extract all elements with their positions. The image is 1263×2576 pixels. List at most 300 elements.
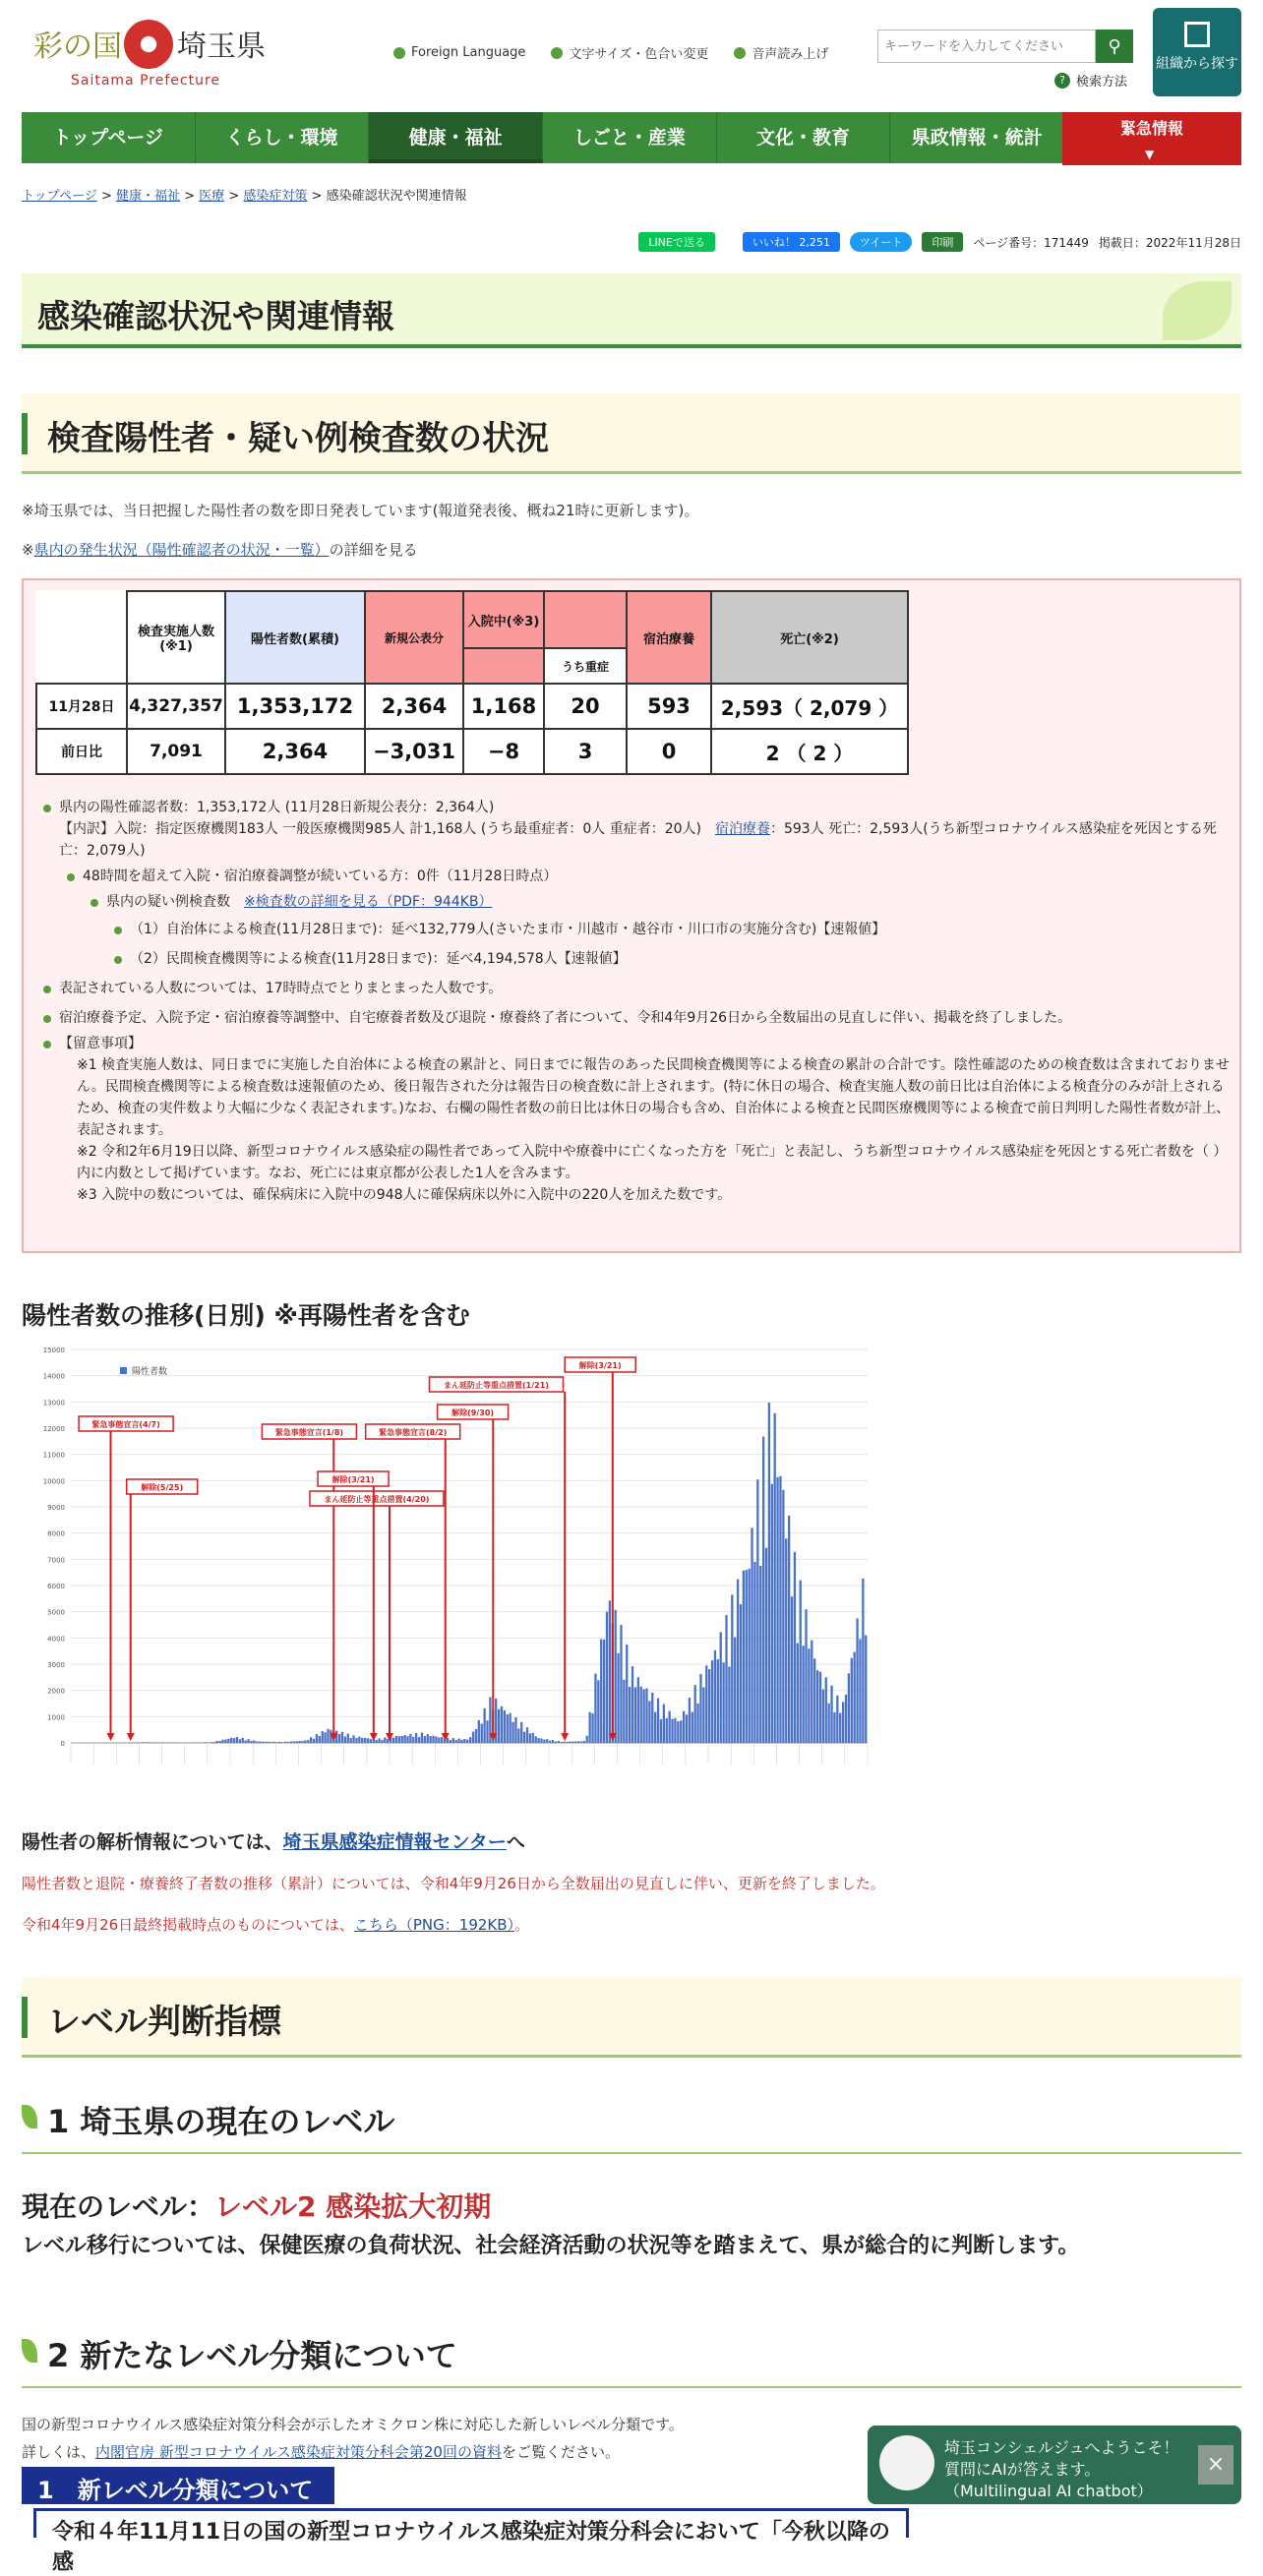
bar (629, 1687, 631, 1743)
annotation-label: 解除(3/21) (332, 1474, 375, 1484)
bar (571, 1742, 573, 1743)
info-breakdown: 【内訳】入院：指定医療機関183人 一般医療機関985人 計1,168人 (うち最重症者：0人 重症者：20人) 宿泊療養：593人 死亡：2,593人(うち新型コロナウイルス感染症を死因とする死亡：2,079人) (41, 818, 1232, 862)
bar (384, 1737, 386, 1743)
bar (327, 1729, 329, 1743)
bar (768, 1403, 770, 1743)
th-new: 新規公表分 (365, 591, 463, 684)
bar (842, 1702, 844, 1743)
bar (751, 1528, 752, 1743)
annotation-label: 緊急事態宣言(4/7) (91, 1419, 159, 1429)
bar (663, 1705, 665, 1743)
bar (699, 1674, 701, 1743)
bar (540, 1739, 542, 1743)
section-heading-tests: 検査陽性者・疑い例検査数の状況 (22, 393, 1241, 474)
detail-link[interactable]: 県内の発生状況（陽性確認者の状況・一覧） (34, 541, 330, 559)
bar (813, 1658, 815, 1743)
bar (543, 1740, 545, 1743)
bar (244, 1740, 246, 1743)
bar (722, 1662, 724, 1743)
nav-culture[interactable]: 文化・教育 (717, 112, 891, 163)
cell-tests-diff: 7,091 (127, 729, 225, 774)
bar (510, 1713, 511, 1743)
bar (765, 1548, 767, 1743)
bar (731, 1594, 733, 1743)
bar (666, 1718, 668, 1743)
cell-positives: 1,353,172 (225, 684, 365, 729)
logo-en: Saitama Prefecture (71, 73, 220, 89)
bar (486, 1720, 488, 1743)
bar (313, 1739, 315, 1743)
bar (717, 1659, 719, 1743)
annotation-label: まん延防止等重点措置(4/20) (325, 1494, 430, 1504)
nav-work[interactable]: しごと・産業 (543, 112, 717, 163)
bar (409, 1734, 411, 1743)
bar (520, 1722, 522, 1743)
cell-hospital-diff: −8 (463, 729, 544, 774)
bar (504, 1710, 506, 1743)
test-detail-link[interactable]: ※検査数の詳細を見る（PDF：944KB） (244, 894, 493, 910)
info-private-tests: （2）民間検査機関等による検査(11月28日まで)：延べ4,194,578人【速報値】 (112, 948, 1232, 970)
hotel-link[interactable]: 宿泊療養 (715, 821, 770, 837)
bar (805, 1609, 807, 1743)
published-date: 掲載日：2022年11月28日 (1099, 234, 1241, 251)
new-level-desc: 国の新型コロナウイルス感染症対策分科会が示したオミクロン株に対応した新しいレベル分類です。 (22, 2414, 684, 2434)
bar (839, 1713, 841, 1743)
bar (322, 1731, 324, 1743)
ai-chatbot-widget[interactable]: 埼玉コンシェルジュへようこそ！ 質問にAIが答えます。 （Multilingual AI chatbot） × (868, 2426, 1241, 2504)
bar (728, 1666, 730, 1743)
bar (720, 1632, 722, 1743)
bar (296, 1741, 298, 1743)
cell-death: 2,593（ 2,079 ） (711, 684, 908, 729)
bar (281, 1742, 283, 1743)
bar (615, 1610, 617, 1743)
bar (714, 1650, 716, 1743)
info-ended: 宿泊療養予定、入院予定・宿泊療養等調整中、自宅療養者数及び退院・療養終了者について、令和4年9月26日から全数届出の見直しに伴い、掲載を終了しました。 (41, 1007, 1232, 1029)
bar (822, 1690, 824, 1743)
annotation-label: まん延防止等重点措置(1/21) (444, 1380, 549, 1390)
cell-death-diff: 2 （ 2 ） (711, 729, 908, 774)
bar (523, 1732, 525, 1743)
bar (265, 1742, 267, 1743)
bar (290, 1741, 292, 1743)
bar (532, 1733, 534, 1743)
bar (580, 1742, 582, 1743)
bar (648, 1701, 650, 1743)
y-tick-label: 2000 (47, 1688, 65, 1696)
bar (802, 1646, 804, 1743)
th-hotel: 宿泊療養 (627, 591, 711, 684)
bar (131, 1742, 133, 1743)
bar (696, 1704, 698, 1743)
bar (498, 1709, 500, 1743)
bar (514, 1717, 516, 1743)
cell-hotel-diff: 0 (627, 729, 711, 774)
bar (771, 1484, 773, 1743)
flower-logo-icon (124, 20, 173, 69)
line-share-button[interactable]: LINEで送る (638, 232, 715, 252)
site-header (0, 0, 1263, 110)
cell-hotel: 593 (627, 684, 711, 729)
bar (705, 1665, 707, 1743)
bar (272, 1742, 274, 1743)
png-link[interactable]: こちら（PNG：192KB） (354, 1916, 514, 1934)
search-box (877, 30, 1133, 63)
bar (401, 1736, 403, 1743)
bar (674, 1718, 676, 1743)
bar (526, 1727, 528, 1743)
bar (845, 1695, 847, 1743)
bar (447, 1738, 449, 1743)
bar (552, 1740, 554, 1743)
emergency-button[interactable]: 緊急情報 ▼ (1062, 112, 1241, 165)
bar (304, 1740, 306, 1743)
bar (680, 1720, 682, 1743)
y-tick-label: 11000 (43, 1452, 65, 1460)
building-icon (1184, 22, 1210, 47)
cell-positives-diff: 2,364 (225, 729, 365, 774)
bar (797, 1644, 799, 1743)
info-time: 表記されている人数については、17時時点でとりまとまった人数です。 (41, 978, 1232, 999)
nav-gov[interactable]: 県政情報・統計 (890, 112, 1064, 163)
bar (435, 1736, 437, 1743)
info-suspect: 県内の疑い例検査数 ※検査数の詳細を見る（PDF：944KB） (89, 891, 1232, 913)
bar (566, 1742, 568, 1743)
bar (247, 1739, 249, 1743)
section-heading-level: レベル判断指標 (22, 1977, 1241, 2058)
bar (856, 1618, 858, 1743)
y-tick-label: 9000 (47, 1504, 65, 1512)
bar (218, 1741, 220, 1743)
bar (737, 1580, 739, 1743)
bar (412, 1737, 414, 1743)
bar (227, 1739, 229, 1743)
foreign-language-link[interactable]: Foreign Language (393, 43, 525, 62)
bar (250, 1741, 252, 1743)
leaf-icon (1163, 281, 1232, 340)
th-severe: うち重症 (544, 648, 627, 684)
annotation-label: 解除(5/25) (141, 1482, 183, 1492)
bar (376, 1740, 378, 1743)
bar (589, 1712, 591, 1743)
info-local-tests: （1）自治体による検査(11月28日まで)：延べ132,779人(さいたま市・川越市・越谷市・川口市の実施分含む)【速報値】 (112, 919, 1232, 940)
bar (574, 1742, 576, 1743)
search-button[interactable] (1096, 30, 1133, 63)
bar (677, 1721, 679, 1743)
bar (460, 1740, 462, 1743)
bar (395, 1736, 397, 1743)
bar (475, 1729, 477, 1743)
bar (301, 1741, 303, 1743)
bar (430, 1736, 432, 1743)
row1-label: 11月28日 (36, 684, 127, 729)
y-tick-label: 1000 (47, 1713, 65, 1721)
bar (268, 1742, 270, 1743)
bar (654, 1712, 656, 1743)
bar (418, 1737, 420, 1743)
bar (851, 1658, 853, 1743)
detail-note: ※県内の発生状況（陽性確認者の状況・一覧）の詳細を見る (22, 539, 418, 560)
bar (794, 1552, 796, 1743)
page-title: 感染確認状況や関連情報 (22, 273, 1241, 348)
bar (617, 1653, 619, 1743)
bar (549, 1741, 551, 1743)
annotation-arrowhead (127, 1733, 135, 1741)
bar (537, 1738, 539, 1743)
bar (262, 1742, 264, 1743)
voice-link[interactable]: 音声読み上げ (734, 43, 828, 62)
bar (555, 1742, 557, 1743)
bar (324, 1732, 326, 1743)
y-tick-label: 14000 (43, 1373, 65, 1381)
bar (150, 1742, 152, 1743)
bar (256, 1741, 258, 1743)
bar (221, 1740, 223, 1743)
bar (859, 1639, 861, 1743)
annotation-arrowhead (107, 1733, 115, 1741)
bar (671, 1719, 673, 1743)
bar (708, 1669, 710, 1743)
bar (142, 1742, 144, 1743)
bar (424, 1736, 426, 1743)
bar (702, 1687, 704, 1743)
sub-heading-new-levels: 2 新たなレベル分類について (22, 2317, 1241, 2388)
bar (734, 1637, 736, 1743)
bar (358, 1737, 360, 1743)
bar (865, 1636, 867, 1743)
facebook-like-button[interactable]: いいね！ 2,251 (743, 232, 840, 252)
bar (759, 1566, 761, 1743)
bar (800, 1581, 802, 1743)
bar (421, 1732, 423, 1743)
bar (836, 1696, 838, 1743)
bar (577, 1741, 579, 1743)
analysis-info: 陽性者の解析情報については、埼玉県感染症情報センターへ (22, 1827, 525, 1854)
bar (463, 1739, 465, 1743)
site-logo[interactable] (33, 14, 279, 94)
bar (361, 1738, 363, 1743)
bar (689, 1698, 691, 1743)
bar (469, 1737, 471, 1743)
sub-heading-current-level: 1 埼玉県の現在のレベル (22, 2083, 1241, 2154)
bar (848, 1673, 850, 1743)
header-links (393, 43, 828, 62)
bar (224, 1739, 226, 1743)
bar (609, 1600, 611, 1743)
y-tick-label: 13000 (43, 1399, 65, 1407)
bar (586, 1736, 588, 1743)
bar (660, 1719, 662, 1743)
bar (344, 1737, 346, 1743)
bar (367, 1738, 369, 1743)
th-tests: 検査実施人数(※1) (127, 591, 225, 684)
bar (529, 1733, 531, 1743)
bar (816, 1670, 818, 1743)
bar (403, 1735, 405, 1743)
bar (501, 1707, 503, 1743)
y-tick-label: 7000 (47, 1556, 65, 1564)
breadcrumb: トップページ > 健康・福祉 > 医療 > 感染症対策 > 感染確認状況や関連情報 (22, 185, 467, 204)
cell-severe-diff: 3 (544, 729, 627, 774)
bar (830, 1686, 832, 1743)
cell-hospital: 1,168 (463, 684, 544, 729)
level-box-title: 1 新レベル分類について (22, 2467, 334, 2504)
y-tick-label: 15000 (43, 1347, 65, 1354)
bar (259, 1742, 261, 1743)
bar (438, 1737, 440, 1743)
bar (694, 1685, 696, 1743)
bar (620, 1625, 622, 1743)
bar (310, 1737, 312, 1743)
info-total: 県内の陽性確認者数：1,353,172人 (11月28日新規公表分：2,364人) (41, 797, 1232, 818)
bar (457, 1739, 459, 1743)
bar (347, 1734, 349, 1743)
bar (546, 1739, 548, 1743)
bar (669, 1711, 671, 1743)
bar (558, 1741, 560, 1743)
bar (364, 1738, 366, 1743)
bar (278, 1742, 280, 1743)
search-input[interactable] (877, 30, 1096, 63)
bar (415, 1733, 417, 1743)
bar (762, 1437, 764, 1743)
bar (352, 1735, 354, 1743)
org-search-button[interactable]: 組織から探す (1153, 8, 1241, 96)
info-note3: ※3 入院中の数については、確保病床に入院中の948人に確保病床以外に入院中の220人を加えた数です。 (41, 1184, 1232, 1206)
bar (275, 1742, 277, 1743)
bar (153, 1742, 155, 1743)
bar (355, 1738, 357, 1743)
bar (833, 1712, 835, 1743)
bar (788, 1516, 790, 1743)
bar (307, 1740, 309, 1743)
bar (319, 1736, 321, 1743)
bar (561, 1742, 563, 1743)
y-tick-label: 3000 (47, 1661, 65, 1669)
bar (594, 1674, 596, 1743)
close-icon[interactable]: × (1198, 2445, 1233, 2485)
logo-jp: 彩の国 (33, 30, 122, 64)
annotation-arrowhead (561, 1733, 569, 1741)
bar (626, 1645, 628, 1743)
bar (711, 1660, 713, 1743)
update-note: ※埼玉県では、当日把握した陽性者の数を即日発表しています(報道発表後、概ね21時に更新します)。 (22, 500, 698, 520)
bar (298, 1741, 300, 1743)
search-help-link[interactable]: ? 検索方法 (1054, 71, 1127, 90)
social-bar (553, 230, 1241, 254)
bar (148, 1742, 150, 1743)
bar (657, 1699, 659, 1743)
row2-label: 前日比 (36, 729, 127, 774)
bar (236, 1737, 238, 1743)
bar (511, 1722, 513, 1743)
daily-positives-chart (22, 1338, 877, 1790)
bar (645, 1689, 647, 1743)
bar (683, 1711, 685, 1743)
bar (452, 1738, 454, 1743)
bar (350, 1738, 352, 1743)
bar (686, 1714, 688, 1743)
last-version-note: 令和4年9月26日最終掲載時点のものについては、こちら（PNG：192KB）。 (22, 1914, 529, 1935)
bar (749, 1569, 751, 1743)
bar (569, 1742, 571, 1743)
bar (825, 1677, 827, 1743)
bar (603, 1640, 605, 1743)
y-tick-label: 10000 (43, 1477, 65, 1485)
annotation-label: 解除(3/21) (579, 1360, 622, 1370)
bar (819, 1672, 821, 1743)
current-level: 現在のレベル：レベル2 感染拡大初期 (22, 2186, 491, 2225)
search-icon: ⚲ (1108, 36, 1120, 57)
crumb-health[interactable]: 健康・福祉 (116, 189, 180, 204)
legend-label: 陽性者数 (132, 1365, 167, 1377)
y-tick-label: 5000 (47, 1609, 65, 1617)
text-size-icon (551, 47, 563, 59)
bar (392, 1738, 394, 1743)
bar (233, 1738, 235, 1743)
bar (213, 1742, 215, 1743)
bar (287, 1742, 289, 1743)
bar (441, 1737, 443, 1743)
bar (507, 1714, 509, 1743)
annotation-label: 解除(9/30) (451, 1408, 494, 1417)
status-box (22, 578, 1241, 1253)
bar (591, 1713, 593, 1743)
level-value: レベル2 感染拡大初期 (214, 2190, 491, 2223)
bar (779, 1476, 781, 1743)
bar (740, 1604, 742, 1743)
cabinet-link[interactable]: 内閣官房 新型コロナウイルス感染症対策分科会第20回の資料 (95, 2443, 502, 2461)
bar (785, 1538, 787, 1743)
info-note1: ※1 検査実施人数は、同日までに実施した自治体による検査の累計と、同日までに報告のあった民間検査機関等による検査の累計の合計です。陰性確認のための検査数は含まれておりません。民間検査機関等による検査数は速報値のため、後日報告された分は報告日の検査数に計上されます。(特に休日の場合、検査実施人数の前日比は自治体による検査分のみが計上されるため、検査の実件数より大幅に少なく表記されます。)なお、右欄の陽性者数の前日比は休日の場合も含め、自治体による検査と民間医療機関等による検査で前日判明した陽性者数が計上、表記されます。 (41, 1054, 1232, 1141)
speaker-icon (734, 47, 746, 59)
bar (746, 1570, 748, 1743)
nav-top[interactable]: トップページ (22, 112, 196, 163)
crumb-current: 感染確認状況や関連情報 (327, 189, 467, 204)
print-button[interactable]: 印刷 (922, 232, 963, 252)
bar (623, 1680, 625, 1743)
level-box-text: 令和４年11月11日の国の新型コロナウイルス感染症対策分科会において「今秋以降の感 (33, 2508, 909, 2538)
bar (535, 1736, 537, 1743)
logo-pref: 埼玉県 (177, 30, 266, 64)
bar (791, 1596, 793, 1743)
bar (854, 1652, 856, 1743)
annotation-label: 緊急事態宣言(1/8) (275, 1427, 343, 1437)
analysis-link[interactable]: 埼玉県感染症情報センター (283, 1831, 507, 1853)
crumb-top[interactable]: トップページ (22, 189, 97, 204)
status-table (35, 590, 909, 775)
info-48h: 48時間を超えて入院・宿泊療養調整が続いている方：0件（11月28日時点） (65, 866, 1232, 887)
page-number: ページ番号：171449 (973, 234, 1089, 251)
y-tick-label: 0 (61, 1740, 65, 1748)
bar (370, 1739, 372, 1743)
bar (725, 1615, 727, 1743)
bar (316, 1734, 318, 1743)
crumb-medical[interactable]: 医療 (199, 189, 224, 204)
font-size-link[interactable]: 文字サイズ・色合い変更 (551, 43, 708, 62)
bar (692, 1711, 693, 1743)
bar (756, 1479, 758, 1743)
chart-svg (22, 1338, 877, 1790)
crumb-infection[interactable]: 感染症対策 (243, 189, 307, 204)
tweet-button[interactable]: ツイート (850, 232, 912, 252)
nav-health[interactable]: 健康・福祉 (369, 112, 543, 163)
th-positives: 陽性者数(累積) (225, 591, 365, 684)
bar (293, 1741, 295, 1743)
bar (406, 1736, 408, 1743)
nav-life[interactable]: くらし・環境 (196, 112, 370, 163)
bar (753, 1562, 755, 1743)
